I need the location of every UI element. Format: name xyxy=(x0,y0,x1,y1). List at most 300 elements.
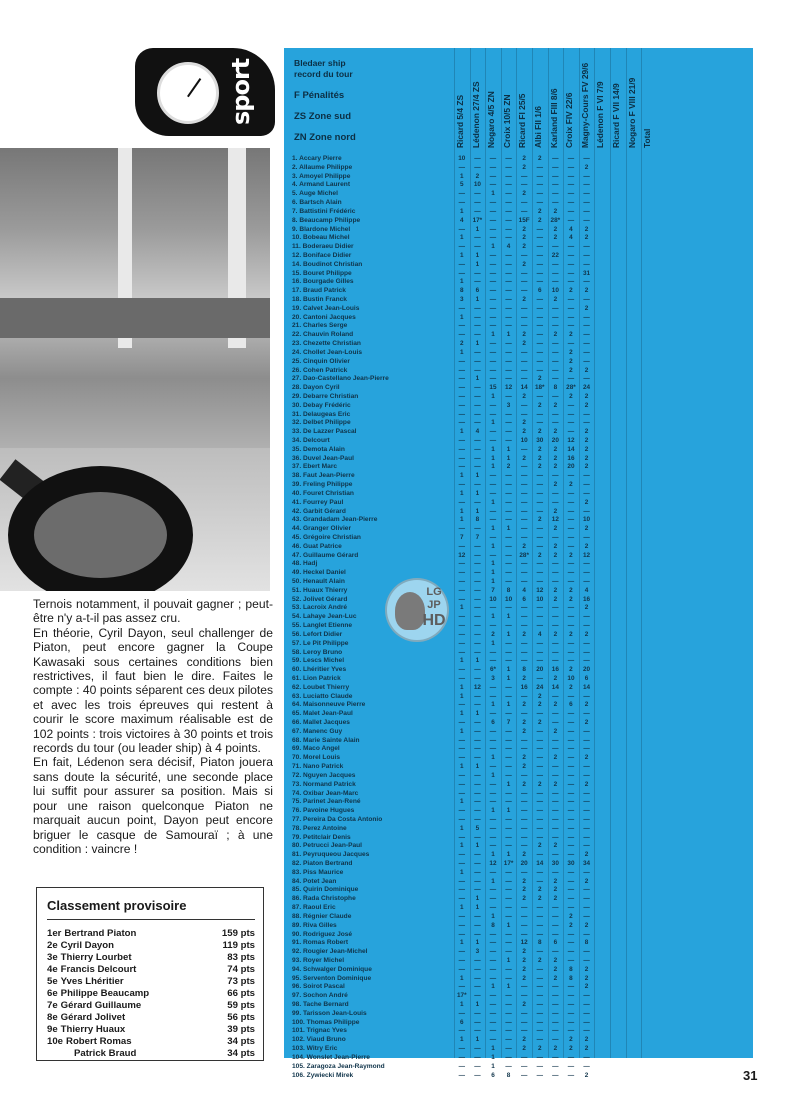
rider-name: 60. Lhéritier Yves xyxy=(292,666,347,674)
rider-name: 33. De Lazzer Pascal xyxy=(292,428,357,436)
points-cell: — xyxy=(536,366,543,374)
standings-name xyxy=(47,952,197,964)
points-cell: — xyxy=(489,199,497,207)
points-cell: 1 xyxy=(491,1045,495,1053)
rider-name: 42. Garbit Gérard xyxy=(292,507,346,515)
points-cell xyxy=(594,1010,610,1019)
rider-name: 87. Raoul Eric xyxy=(292,904,336,912)
points-cell: — xyxy=(567,868,575,876)
table-row xyxy=(454,331,657,340)
points-cell: 2 xyxy=(522,1001,526,1008)
points-cell xyxy=(626,287,642,296)
points-cell: — xyxy=(458,199,465,207)
points-cell: 24 xyxy=(536,683,544,691)
points-cell xyxy=(610,305,626,314)
points-cell xyxy=(594,543,610,552)
points-cell: — xyxy=(505,1001,512,1008)
points-cell xyxy=(626,719,642,728)
points-cell xyxy=(594,948,610,957)
points-cell: 2 xyxy=(522,701,526,709)
points-cell xyxy=(610,552,626,561)
points-cell: 6 xyxy=(475,287,480,295)
rider-name: 55. Langlet Etienne xyxy=(292,622,353,630)
points-cell xyxy=(626,666,642,675)
points-cell xyxy=(610,939,626,948)
standings-name xyxy=(47,988,197,1000)
points-cell: 1 xyxy=(460,798,464,806)
points-cell: — xyxy=(520,1027,528,1035)
points-cell: 20 xyxy=(582,666,591,674)
points-cell: — xyxy=(567,569,575,577)
points-cell: — xyxy=(567,824,575,832)
points-cell: — xyxy=(489,904,497,912)
points-cell: 2 xyxy=(569,1045,573,1053)
points-cell: — xyxy=(458,983,465,991)
article-text xyxy=(33,597,273,856)
points-cell: 2 xyxy=(584,1071,589,1079)
table-row xyxy=(454,455,657,464)
points-cell: — xyxy=(536,569,543,577)
table-row xyxy=(454,754,657,763)
points-cell: — xyxy=(567,604,575,612)
points-cell xyxy=(594,340,610,349)
points-cell: 2 xyxy=(506,463,511,471)
points-cell: — xyxy=(458,877,465,885)
points-cell: — xyxy=(520,357,528,365)
points-cell: — xyxy=(520,489,528,497)
points-cell: — xyxy=(583,419,590,427)
points-cell: — xyxy=(567,472,575,480)
points-cell xyxy=(594,428,610,437)
points-cell: — xyxy=(536,674,543,682)
points-cell xyxy=(641,613,657,622)
points-cell xyxy=(594,367,610,376)
points-cell: 3 xyxy=(506,401,511,409)
points-cell xyxy=(594,596,610,605)
points-cell xyxy=(641,472,657,481)
rider-name: 65. Malet Jean-Paul xyxy=(292,710,353,718)
points-cell: — xyxy=(567,516,575,524)
points-cell: — xyxy=(520,807,528,815)
points-cell xyxy=(626,278,642,287)
points-cell: — xyxy=(489,313,497,321)
points-cell: — xyxy=(505,974,512,982)
points-cell: — xyxy=(583,190,590,198)
points-cell xyxy=(641,807,657,816)
rider-name: 20. Cantoni Jacques xyxy=(292,313,356,321)
points-cell xyxy=(626,684,642,693)
points-cell: — xyxy=(536,472,543,480)
rider-name: 100. Thomas Philippe xyxy=(292,1018,360,1026)
rider-name: 15. Bouret Philippe xyxy=(292,269,352,277)
points-cell: — xyxy=(567,807,575,815)
points-cell: 2 xyxy=(553,674,558,682)
standings-row xyxy=(47,1000,255,1012)
rider-name: 50. Henault Alain xyxy=(292,578,345,585)
points-cell: — xyxy=(474,674,481,682)
points-cell: 20 xyxy=(567,463,575,471)
points-cell: — xyxy=(505,1018,512,1026)
points-cell: — xyxy=(505,771,512,779)
points-cell: — xyxy=(536,1053,543,1061)
points-cell: — xyxy=(583,251,590,259)
points-cell: — xyxy=(552,569,559,577)
points-cell: — xyxy=(458,410,465,418)
points-cell: — xyxy=(536,648,543,656)
points-cell xyxy=(610,878,626,887)
points-cell: — xyxy=(567,983,575,991)
points-cell: 2 xyxy=(584,304,589,312)
standings-points: 66 pts xyxy=(227,988,255,999)
points-cell: 4 xyxy=(569,234,573,242)
points-cell: — xyxy=(474,868,481,876)
standings-rank: 3e xyxy=(47,952,58,963)
points-cell: 2 xyxy=(522,331,526,339)
rider-name: 76. Pavoine Hugues xyxy=(292,807,355,815)
rider-name: 52. Jolivet Gérard xyxy=(292,595,348,603)
points-cell: — xyxy=(474,234,481,242)
points-cell xyxy=(626,913,642,922)
points-cell xyxy=(594,895,610,904)
points-cell: 2 xyxy=(553,727,558,735)
points-cell: 1 xyxy=(475,340,480,348)
points-cell: 1 xyxy=(491,542,495,550)
points-cell: 2 xyxy=(537,155,542,162)
rider-name: 49. Heckel Daniel xyxy=(292,569,346,577)
points-cell xyxy=(626,1027,642,1036)
points-cell: — xyxy=(583,622,590,630)
points-cell xyxy=(641,578,657,587)
points-cell: — xyxy=(536,1001,543,1008)
points-cell: — xyxy=(552,833,559,841)
table-row xyxy=(454,508,657,517)
points-cell: — xyxy=(583,992,590,1000)
points-cell: — xyxy=(489,692,497,700)
points-cell: 7 xyxy=(491,586,495,594)
points-cell: 10 xyxy=(582,516,591,524)
table-row xyxy=(454,296,657,305)
points-cell: — xyxy=(489,956,497,964)
points-cell xyxy=(610,966,626,975)
points-cell xyxy=(594,208,610,217)
points-cell: 3 xyxy=(491,674,495,682)
points-cell xyxy=(594,992,610,1001)
standings-rank: 7e xyxy=(47,1000,58,1011)
points-cell xyxy=(626,983,642,992)
rider-name: 103. Witry Eric xyxy=(292,1045,338,1053)
table-row xyxy=(454,543,657,552)
points-cell xyxy=(641,446,657,455)
points-cell: — xyxy=(536,833,543,841)
points-cell xyxy=(641,508,657,517)
points-cell: 1 xyxy=(475,296,480,303)
rider-name: 14. Boudinot Christian xyxy=(292,260,363,268)
points-cell: — xyxy=(567,692,575,700)
points-cell: 2 xyxy=(522,719,526,726)
points-cell: — xyxy=(583,560,590,568)
points-cell xyxy=(641,340,657,349)
table-row xyxy=(454,1001,657,1010)
points-cell: — xyxy=(552,1027,559,1035)
rider-name: 57. Le Pit Philippe xyxy=(292,639,349,647)
points-cell: — xyxy=(536,304,543,312)
points-cell: — xyxy=(489,437,497,444)
points-cell: — xyxy=(505,437,512,444)
points-cell: — xyxy=(520,736,528,744)
points-cell xyxy=(626,358,642,367)
table-row xyxy=(454,640,657,649)
points-cell: — xyxy=(458,851,465,859)
points-cell xyxy=(626,931,642,940)
rider-name: 96. Soirot Pascal xyxy=(292,983,345,991)
points-cell: — xyxy=(583,904,590,912)
table-row xyxy=(454,895,657,904)
points-cell: — xyxy=(505,798,512,806)
points-cell: — xyxy=(552,172,559,180)
points-cell: 2 xyxy=(553,886,558,894)
points-cell xyxy=(594,261,610,270)
points-cell: — xyxy=(489,974,497,982)
points-cell xyxy=(641,393,657,402)
points-cell: 30 xyxy=(536,437,544,444)
points-cell: — xyxy=(567,842,575,850)
points-cell: — xyxy=(552,489,559,497)
points-cell: — xyxy=(489,745,497,753)
points-cell: — xyxy=(567,533,575,541)
points-cell: — xyxy=(505,542,512,550)
points-cell xyxy=(641,534,657,543)
points-cell: — xyxy=(583,243,590,251)
points-cell xyxy=(610,314,626,323)
sport-logo-word: sport xyxy=(227,58,255,126)
stamp-text: HD xyxy=(422,612,446,629)
points-cell: — xyxy=(583,260,590,268)
points-cell: 2 xyxy=(569,912,573,920)
points-cell: 2 xyxy=(537,842,542,850)
points-cell: — xyxy=(567,304,575,312)
standings-rank: 6e xyxy=(47,988,58,999)
points-cell xyxy=(610,922,626,931)
points-cell xyxy=(610,1072,626,1081)
points-cell xyxy=(610,181,626,190)
points-cell: — xyxy=(489,965,497,973)
points-cell: 2 xyxy=(569,287,573,295)
points-cell: — xyxy=(583,807,590,815)
rider-name: 95. Serventon Dominique xyxy=(292,974,372,982)
points-cell: — xyxy=(536,225,543,233)
table-row xyxy=(454,1036,657,1045)
points-cell: — xyxy=(474,727,481,735)
points-cell: — xyxy=(474,331,481,339)
points-cell: 4 xyxy=(460,216,464,224)
table-row xyxy=(454,358,657,367)
points-cell: 1 xyxy=(475,507,480,515)
points-cell: — xyxy=(567,798,575,806)
points-cell: — xyxy=(552,604,559,612)
points-cell: — xyxy=(567,243,575,251)
points-cell: 1 xyxy=(460,507,464,515)
points-cell xyxy=(626,525,642,534)
table-row xyxy=(454,1063,657,1072)
points-cell: — xyxy=(583,639,590,647)
table-row xyxy=(454,173,657,182)
rider-name: 23. Chezette Christian xyxy=(292,340,361,348)
points-cell: — xyxy=(474,692,481,700)
points-cell: — xyxy=(505,948,512,956)
points-cell xyxy=(610,1001,626,1010)
points-cell: 17* xyxy=(503,860,514,867)
points-cell: — xyxy=(536,710,543,718)
points-cell: — xyxy=(536,1036,543,1044)
points-cell xyxy=(594,983,610,992)
points-cell: 10 xyxy=(520,437,528,444)
points-cell xyxy=(594,657,610,666)
points-cell: — xyxy=(474,542,481,550)
points-cell: — xyxy=(489,992,497,1000)
points-cell: — xyxy=(474,930,481,938)
points-cell: — xyxy=(567,340,575,348)
points-cell xyxy=(610,278,626,287)
points-cell: — xyxy=(583,912,590,920)
points-cell: — xyxy=(583,410,590,418)
table-row xyxy=(454,217,657,226)
points-cell: — xyxy=(552,815,559,823)
points-cell xyxy=(626,825,642,834)
points-cell: — xyxy=(583,763,590,771)
points-cell xyxy=(641,587,657,596)
points-cell: 2 xyxy=(537,216,542,224)
standings-points: 83 pts xyxy=(227,952,255,963)
points-cell xyxy=(594,217,610,226)
points-cell: — xyxy=(474,789,481,797)
points-cell xyxy=(594,693,610,702)
table-row xyxy=(454,164,657,173)
rider-name: 81. Peyruqueou Jacques xyxy=(292,851,370,859)
points-cell: — xyxy=(520,745,528,753)
points-cell: 2 xyxy=(553,542,558,550)
points-cell: — xyxy=(505,304,512,312)
points-cell: — xyxy=(567,181,575,189)
points-cell: 1 xyxy=(491,463,495,471)
points-cell xyxy=(610,834,626,843)
rider-name: 62. Loubet Thierry xyxy=(292,683,350,691)
points-cell xyxy=(626,543,642,552)
points-cell: — xyxy=(489,1001,497,1008)
points-cell: — xyxy=(583,375,590,383)
points-cell xyxy=(626,596,642,605)
rider-name: 9. Blardone Michel xyxy=(292,225,351,233)
points-cell: — xyxy=(552,639,559,647)
stopwatch-icon xyxy=(157,62,219,124)
standings-row xyxy=(47,1036,255,1048)
table-row xyxy=(454,992,657,1001)
points-cell: 1 xyxy=(475,710,480,718)
points-cell xyxy=(641,754,657,763)
rider-name: 38. Faut Jean-Pierre xyxy=(292,472,355,480)
points-cell: — xyxy=(474,860,481,867)
points-cell: 2 xyxy=(584,604,589,612)
points-cell: — xyxy=(489,736,497,744)
points-cell: — xyxy=(474,207,481,215)
points-cell: — xyxy=(536,507,543,515)
points-cell: 2 xyxy=(553,965,558,973)
points-cell: 1 xyxy=(460,472,464,480)
points-cell: — xyxy=(458,833,465,841)
points-cell: 1 xyxy=(506,454,511,462)
points-cell: 8 xyxy=(569,974,573,982)
points-cell: — xyxy=(458,1009,465,1017)
rider-name: 80. Petrucci Jean-Paul xyxy=(292,842,363,850)
points-cell: 18* xyxy=(534,384,545,392)
points-cell: 1 xyxy=(460,207,464,215)
points-cell: 2 xyxy=(522,974,526,982)
points-cell: — xyxy=(552,260,559,268)
points-cell: — xyxy=(458,754,465,762)
points-cell: — xyxy=(583,507,590,515)
points-cell: 2 xyxy=(522,886,526,894)
points-cell: 2 xyxy=(522,296,526,303)
points-cell: 2 xyxy=(584,974,589,982)
points-cell: 2 xyxy=(522,163,526,171)
points-cell: — xyxy=(536,904,543,912)
points-cell xyxy=(626,745,642,754)
table-row xyxy=(454,243,657,252)
points-cell: 2 xyxy=(537,516,542,524)
points-cell: — xyxy=(536,578,543,585)
points-cell: 2 xyxy=(553,463,558,471)
points-cell xyxy=(641,552,657,561)
points-cell: — xyxy=(567,560,575,568)
points-cell: 28* xyxy=(566,384,576,392)
rider-name: 26. Cohen Patrick xyxy=(292,366,348,374)
table-row xyxy=(454,931,657,940)
points-cell: — xyxy=(583,956,590,964)
points-cell xyxy=(641,869,657,878)
points-cell: — xyxy=(536,824,543,832)
points-cell: — xyxy=(552,348,559,356)
standings-rank: 9e xyxy=(47,1024,58,1035)
points-cell xyxy=(594,587,610,596)
points-cell xyxy=(641,1036,657,1045)
points-cell xyxy=(626,869,642,878)
standings-name xyxy=(47,928,197,940)
points-cell: 2 xyxy=(522,454,526,462)
points-cell: — xyxy=(552,1071,559,1079)
standings-rider: Patrick Braud xyxy=(74,1048,137,1059)
points-cell: 2 xyxy=(569,551,573,559)
points-cell: — xyxy=(474,1053,481,1061)
rider-name: 73. Normand Patrick xyxy=(292,780,356,788)
points-cell: — xyxy=(536,410,543,418)
points-cell: — xyxy=(520,410,528,418)
points-cell xyxy=(626,922,642,931)
points-cell: 1 xyxy=(491,851,495,859)
standings-box xyxy=(36,887,264,1061)
points-cell: 2 xyxy=(522,877,526,885)
points-cell xyxy=(610,358,626,367)
points-cell: — xyxy=(474,965,481,973)
points-cell: — xyxy=(505,507,512,515)
points-cell: 12 xyxy=(473,683,481,691)
points-cell: 1 xyxy=(491,1053,495,1061)
points-cell xyxy=(594,1072,610,1081)
table-row xyxy=(454,560,657,569)
points-cell xyxy=(641,1010,657,1019)
points-cell xyxy=(610,534,626,543)
points-cell xyxy=(626,781,642,790)
points-cell: — xyxy=(458,930,465,938)
rider-name: 58. Leroy Bruno xyxy=(292,648,343,656)
